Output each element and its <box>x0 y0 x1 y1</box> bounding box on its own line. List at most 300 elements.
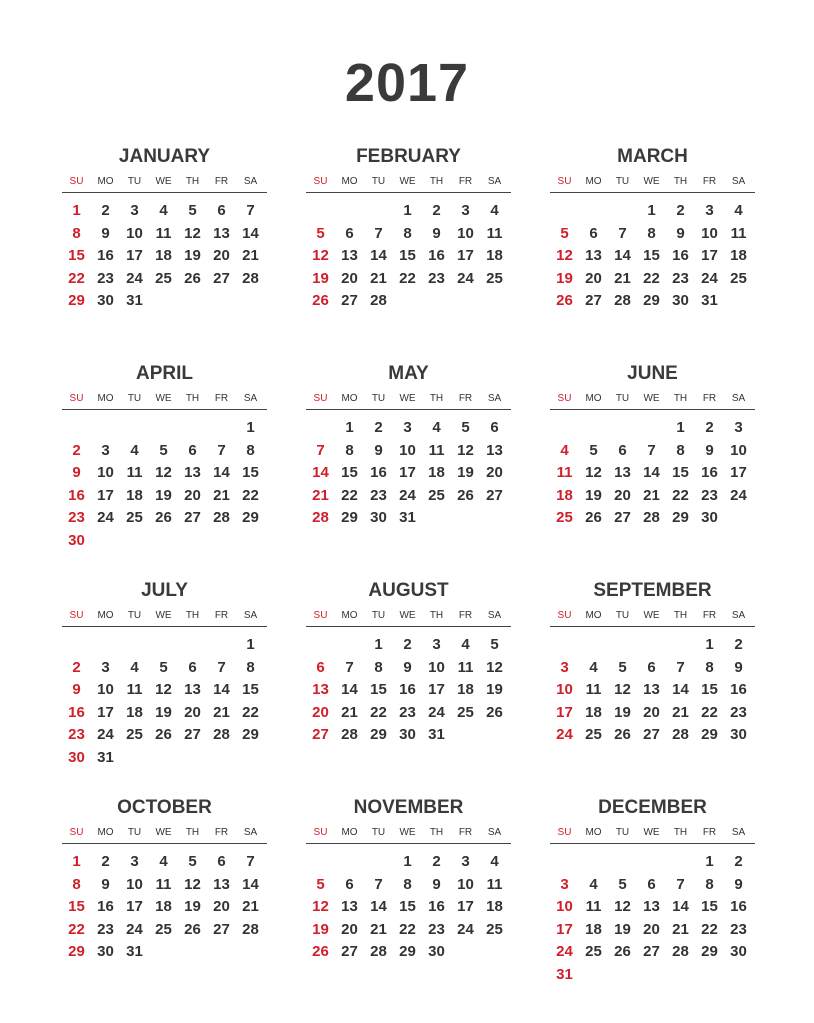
day-cell: 23 <box>370 486 387 504</box>
day-grid <box>306 417 511 530</box>
day-cell: 25 <box>155 269 172 287</box>
month-name: JULY <box>141 580 188 601</box>
weekday-header <box>306 610 511 627</box>
day-cell-sunday: 13 <box>312 681 329 698</box>
day-cell: 2 <box>403 636 412 653</box>
day-cell: 2 <box>374 419 383 436</box>
day-cell: 27 <box>643 726 660 743</box>
day-cell: 10 <box>126 875 143 893</box>
day-cell: 17 <box>97 486 114 504</box>
day-cell: 3 <box>101 441 110 459</box>
day-cell: 10 <box>457 224 474 242</box>
weekday-header <box>62 393 267 410</box>
day-cell: 10 <box>701 224 718 242</box>
day-cell: 28 <box>213 509 230 526</box>
day-cell: 25 <box>585 943 602 960</box>
day-cell-sunday: 29 <box>68 292 85 309</box>
month-name: OCTOBER <box>117 797 212 818</box>
weekday-label: FR <box>702 393 717 404</box>
weekday-label: TU <box>127 393 142 404</box>
day-cell: 12 <box>585 464 602 481</box>
day-cell-sunday: 17 <box>556 920 573 938</box>
day-cell: 6 <box>490 419 499 436</box>
weekday-label: FR <box>702 610 717 621</box>
day-cell: 10 <box>399 441 416 459</box>
day-cell: 26 <box>155 509 172 526</box>
day-cell: 20 <box>184 486 201 504</box>
day-cell: 14 <box>213 681 230 698</box>
day-cell: 7 <box>618 224 627 242</box>
day-cell-sunday: 5 <box>560 224 569 242</box>
weekday-label: TH <box>185 610 200 621</box>
weekday-label: TU <box>615 176 630 187</box>
day-cell: 9 <box>734 875 743 893</box>
day-cell: 21 <box>370 920 387 938</box>
weekday-label: TH <box>429 827 444 838</box>
day-cell-sunday: 20 <box>312 703 329 721</box>
day-cell: 2 <box>101 853 110 870</box>
day-cell: 12 <box>614 681 631 698</box>
day-cell: 21 <box>242 898 259 915</box>
day-cell: 19 <box>184 898 201 915</box>
weekday-label: WE <box>399 393 416 404</box>
empty-cell <box>120 417 149 440</box>
day-cell: 15 <box>341 464 358 481</box>
day-cell: 23 <box>672 269 689 287</box>
weekday-label: FR <box>458 176 473 187</box>
month-november <box>306 795 511 1012</box>
empty-cell <box>306 200 335 223</box>
day-cell: 28 <box>242 920 259 938</box>
day-cell: 1 <box>403 202 412 219</box>
empty-cell <box>666 851 695 874</box>
weekday-label: FR <box>214 393 229 404</box>
weekday-header <box>550 393 755 410</box>
day-cell: 4 <box>589 658 598 676</box>
day-cell: 10 <box>457 875 474 893</box>
day-cell: 22 <box>242 486 259 504</box>
weekday-label: SU <box>313 827 328 838</box>
day-cell: 30 <box>370 509 387 526</box>
months-grid <box>62 144 755 1012</box>
day-cell: 2 <box>734 853 743 870</box>
day-cell: 31 <box>428 726 445 743</box>
weekday-label: TH <box>185 176 200 187</box>
day-cell: 21 <box>672 703 689 721</box>
day-cell: 2 <box>734 636 743 653</box>
day-cell: 21 <box>614 269 631 287</box>
day-cell: 22 <box>701 703 718 721</box>
day-cell: 13 <box>184 464 201 481</box>
day-cell: 28 <box>213 726 230 743</box>
month-name: MAY <box>388 363 429 384</box>
day-cell: 13 <box>184 681 201 698</box>
day-cell: 25 <box>126 509 143 526</box>
day-cell: 28 <box>370 292 387 309</box>
day-cell: 22 <box>242 703 259 721</box>
day-cell: 20 <box>341 920 358 938</box>
day-cell: 15 <box>242 681 259 698</box>
weekday-label: MO <box>341 610 358 621</box>
day-cell: 3 <box>101 658 110 676</box>
day-cell: 23 <box>97 920 114 938</box>
day-cell-sunday: 1 <box>72 853 81 870</box>
day-cell-sunday: 10 <box>556 898 573 915</box>
day-grid <box>62 200 267 313</box>
empty-cell <box>579 200 608 223</box>
day-cell: 7 <box>374 224 383 242</box>
weekday-label: SA <box>487 393 502 404</box>
weekday-label: SA <box>243 610 258 621</box>
day-cell: 2 <box>676 202 685 219</box>
day-cell: 8 <box>374 658 383 676</box>
day-cell: 4 <box>461 636 470 653</box>
month-name: DECEMBER <box>598 797 707 818</box>
empty-cell <box>637 417 666 440</box>
day-cell: 21 <box>213 703 230 721</box>
day-cell: 16 <box>730 681 747 698</box>
day-cell: 19 <box>585 486 602 504</box>
day-cell: 4 <box>589 875 598 893</box>
day-cell: 7 <box>217 441 226 459</box>
day-cell-sunday: 23 <box>68 509 85 526</box>
day-cell: 11 <box>585 681 602 698</box>
day-cell: 6 <box>345 224 354 242</box>
day-cell-sunday: 2 <box>72 441 81 459</box>
empty-cell <box>178 634 207 657</box>
day-cell: 24 <box>730 486 747 504</box>
day-cell-sunday: 4 <box>560 441 569 459</box>
weekday-header <box>550 827 755 844</box>
day-cell: 4 <box>432 419 441 436</box>
day-cell: 29 <box>701 726 718 743</box>
day-grid <box>62 851 267 964</box>
empty-cell <box>608 417 637 440</box>
weekday-label: SA <box>731 610 746 621</box>
day-cell: 25 <box>585 726 602 743</box>
day-cell: 29 <box>643 292 660 309</box>
day-cell: 14 <box>370 898 387 915</box>
weekday-label: TU <box>371 610 386 621</box>
day-cell: 8 <box>345 441 354 459</box>
weekday-label: TU <box>127 176 142 187</box>
weekday-header <box>62 827 267 844</box>
day-cell: 23 <box>97 269 114 287</box>
weekday-label: SU <box>69 610 84 621</box>
day-cell: 21 <box>213 486 230 504</box>
day-cell: 20 <box>614 486 631 504</box>
day-cell: 26 <box>486 703 503 721</box>
weekday-label: FR <box>214 827 229 838</box>
day-cell: 7 <box>345 658 354 676</box>
day-cell: 13 <box>213 224 230 242</box>
month-april <box>62 361 267 578</box>
day-cell: 16 <box>97 898 114 915</box>
day-cell: 16 <box>428 247 445 264</box>
day-cell: 14 <box>614 247 631 264</box>
day-cell: 9 <box>676 224 685 242</box>
day-cell: 14 <box>672 681 689 698</box>
weekday-label: TU <box>127 610 142 621</box>
weekday-label: SA <box>731 827 746 838</box>
day-cell: 22 <box>399 920 416 938</box>
day-cell: 18 <box>457 681 474 698</box>
empty-cell <box>364 200 393 223</box>
day-cell-sunday: 22 <box>68 269 85 287</box>
month-july <box>62 578 267 795</box>
day-cell: 7 <box>246 853 255 870</box>
weekday-label: TU <box>371 393 386 404</box>
day-cell: 5 <box>618 658 627 676</box>
weekday-label: MO <box>97 393 114 404</box>
day-cell: 13 <box>341 247 358 264</box>
day-cell-sunday: 21 <box>312 486 329 504</box>
day-cell: 25 <box>428 486 445 504</box>
weekday-header <box>306 176 511 193</box>
day-cell: 20 <box>486 464 503 481</box>
weekday-label: FR <box>702 176 717 187</box>
day-cell: 10 <box>428 658 445 676</box>
day-cell: 25 <box>730 269 747 287</box>
day-cell-sunday: 19 <box>312 269 329 287</box>
day-grid <box>550 634 755 747</box>
day-cell-sunday: 5 <box>316 224 325 242</box>
day-cell: 9 <box>734 658 743 676</box>
day-cell: 3 <box>705 202 714 219</box>
day-cell: 11 <box>486 875 503 893</box>
day-cell-sunday: 19 <box>312 920 329 938</box>
day-cell: 3 <box>130 202 139 219</box>
day-cell: 6 <box>345 875 354 893</box>
day-cell: 20 <box>585 269 602 287</box>
weekday-label: WE <box>643 176 660 187</box>
month-february <box>306 144 511 361</box>
day-cell: 22 <box>399 269 416 287</box>
weekday-label: SU <box>557 393 572 404</box>
weekday-header <box>550 176 755 193</box>
day-cell: 11 <box>155 875 172 893</box>
day-cell: 22 <box>341 486 358 504</box>
day-grid <box>306 851 511 964</box>
empty-cell <box>62 634 91 657</box>
day-cell-sunday: 9 <box>72 681 81 698</box>
weekday-label: SU <box>69 176 84 187</box>
empty-cell <box>550 417 579 440</box>
day-cell: 17 <box>126 898 143 915</box>
day-cell-sunday: 26 <box>556 292 573 309</box>
month-march <box>550 144 755 361</box>
weekday-label: MO <box>585 176 602 187</box>
weekday-label: SA <box>487 610 502 621</box>
day-cell: 13 <box>341 898 358 915</box>
day-cell: 1 <box>246 419 255 436</box>
day-cell-sunday: 28 <box>312 509 329 526</box>
weekday-label: TU <box>371 827 386 838</box>
weekday-label: WE <box>155 393 172 404</box>
weekday-label: SU <box>557 610 572 621</box>
day-cell: 22 <box>370 703 387 721</box>
day-cell: 16 <box>428 898 445 915</box>
month-june <box>550 361 755 578</box>
day-cell: 28 <box>614 292 631 309</box>
day-cell: 6 <box>217 853 226 870</box>
day-cell: 19 <box>155 703 172 721</box>
day-cell: 15 <box>399 898 416 915</box>
weekday-label: WE <box>399 827 416 838</box>
day-cell: 29 <box>341 509 358 526</box>
day-cell: 11 <box>585 898 602 915</box>
day-cell: 26 <box>614 726 631 743</box>
day-cell: 15 <box>370 681 387 698</box>
day-cell: 5 <box>159 658 168 676</box>
empty-cell <box>91 417 120 440</box>
day-cell: 17 <box>457 898 474 915</box>
weekday-label: SU <box>69 827 84 838</box>
empty-cell <box>335 634 364 657</box>
empty-cell <box>178 417 207 440</box>
day-cell: 31 <box>126 943 143 960</box>
day-cell-sunday: 17 <box>556 703 573 721</box>
day-cell: 17 <box>701 247 718 264</box>
weekday-label: MO <box>341 393 358 404</box>
day-cell: 17 <box>126 247 143 264</box>
day-cell-sunday: 6 <box>316 658 325 676</box>
day-cell: 31 <box>126 292 143 309</box>
empty-cell <box>120 634 149 657</box>
day-cell: 1 <box>676 419 685 436</box>
day-cell: 6 <box>647 658 656 676</box>
day-cell: 5 <box>490 636 499 653</box>
weekday-label: MO <box>585 827 602 838</box>
day-cell-sunday: 23 <box>68 726 85 743</box>
weekday-label: MO <box>585 610 602 621</box>
day-cell: 8 <box>403 875 412 893</box>
day-cell: 16 <box>672 247 689 264</box>
day-cell-sunday: 14 <box>312 464 329 481</box>
day-cell: 30 <box>97 292 114 309</box>
empty-cell <box>91 634 120 657</box>
weekday-label: FR <box>458 610 473 621</box>
day-cell: 4 <box>159 853 168 870</box>
day-cell: 12 <box>457 441 474 459</box>
weekday-label: TU <box>615 610 630 621</box>
day-cell: 15 <box>701 681 718 698</box>
day-cell: 7 <box>676 875 685 893</box>
day-cell: 12 <box>155 464 172 481</box>
day-cell: 23 <box>428 269 445 287</box>
weekday-label: TU <box>371 176 386 187</box>
day-cell: 9 <box>101 224 110 242</box>
empty-cell <box>207 634 236 657</box>
empty-cell <box>666 634 695 657</box>
month-january <box>62 144 267 361</box>
weekday-label: MO <box>585 393 602 404</box>
day-grid <box>306 634 511 747</box>
weekday-header <box>62 176 267 193</box>
empty-cell <box>306 851 335 874</box>
day-cell-sunday: 3 <box>560 658 569 676</box>
weekday-label: TU <box>615 827 630 838</box>
day-cell: 13 <box>585 247 602 264</box>
day-cell: 5 <box>188 853 197 870</box>
day-cell: 20 <box>213 898 230 915</box>
day-cell: 8 <box>246 441 255 459</box>
day-cell: 27 <box>486 486 503 504</box>
day-cell: 23 <box>730 703 747 721</box>
day-cell: 20 <box>643 920 660 938</box>
day-cell: 23 <box>428 920 445 938</box>
weekday-label: SA <box>731 393 746 404</box>
weekday-header <box>62 610 267 627</box>
day-cell-sunday: 7 <box>316 441 325 459</box>
day-cell: 14 <box>370 247 387 264</box>
day-cell: 31 <box>701 292 718 309</box>
day-cell: 15 <box>643 247 660 264</box>
day-cell: 16 <box>97 247 114 264</box>
weekday-label: TH <box>185 393 200 404</box>
day-cell: 17 <box>399 464 416 481</box>
month-name: NOVEMBER <box>353 797 464 818</box>
day-cell: 5 <box>618 875 627 893</box>
month-name: AUGUST <box>368 580 449 601</box>
day-cell: 22 <box>672 486 689 504</box>
day-grid <box>62 417 267 552</box>
day-grid <box>306 200 511 313</box>
day-cell: 10 <box>97 681 114 698</box>
day-cell: 23 <box>399 703 416 721</box>
day-cell: 11 <box>155 224 172 242</box>
month-august <box>306 578 511 795</box>
day-cell: 24 <box>126 269 143 287</box>
empty-cell <box>335 851 364 874</box>
empty-cell <box>364 851 393 874</box>
day-cell-sunday: 8 <box>72 224 81 242</box>
weekday-label: WE <box>155 610 172 621</box>
day-cell: 18 <box>486 247 503 264</box>
month-name: SEPTEMBER <box>593 580 712 601</box>
month-september <box>550 578 755 795</box>
day-cell: 7 <box>374 875 383 893</box>
day-cell: 18 <box>585 703 602 721</box>
day-cell: 27 <box>585 292 602 309</box>
weekday-label: TU <box>615 393 630 404</box>
day-cell: 7 <box>246 202 255 219</box>
month-may <box>306 361 511 578</box>
empty-cell <box>207 417 236 440</box>
day-cell: 3 <box>403 419 412 436</box>
day-cell: 12 <box>614 898 631 915</box>
day-cell-sunday: 26 <box>312 292 329 309</box>
day-cell: 18 <box>126 486 143 504</box>
day-cell: 29 <box>399 943 416 960</box>
day-cell: 25 <box>486 920 503 938</box>
day-cell: 6 <box>188 658 197 676</box>
day-cell: 12 <box>486 658 503 676</box>
weekday-label: SU <box>313 176 328 187</box>
weekday-label: WE <box>643 827 660 838</box>
day-cell: 13 <box>643 898 660 915</box>
day-cell: 16 <box>730 898 747 915</box>
day-cell: 21 <box>643 486 660 504</box>
day-cell: 20 <box>341 269 358 287</box>
day-cell: 14 <box>242 224 259 242</box>
day-cell: 10 <box>730 441 747 459</box>
day-cell: 17 <box>97 703 114 721</box>
day-cell-sunday: 11 <box>556 464 573 481</box>
weekday-header <box>306 827 511 844</box>
day-cell: 4 <box>130 658 139 676</box>
day-cell: 24 <box>457 269 474 287</box>
